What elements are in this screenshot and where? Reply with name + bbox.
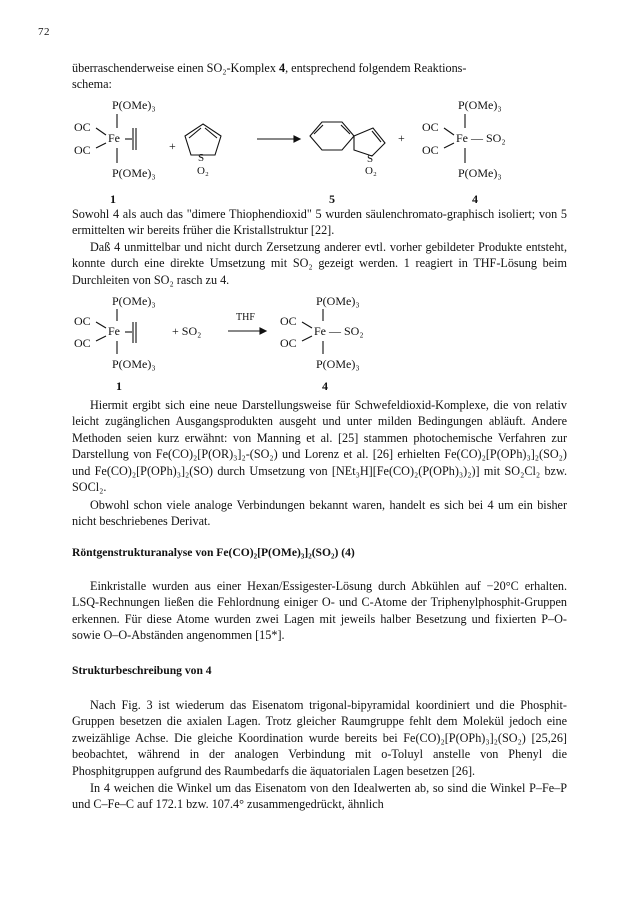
sulfur-label: S: [198, 152, 205, 164]
reaction-scheme-2: [72, 294, 567, 394]
fe-so2-group: Fe — SO₂: [314, 324, 364, 338]
reaction-scheme-1: [72, 98, 567, 208]
page-number: 72: [38, 26, 50, 38]
ligand-bottom-left: P(OMe)₃: [112, 357, 156, 371]
paragraph-1: Sowohl 4 als auch das "dimere Thiophendioxid" 5 wurden säulenchromato-graphisch isoliert; von 5 ermittelten wir bereits früher die Kristallstruktur [22].: [72, 207, 567, 238]
fe-so2-group: Fe — SO₂: [456, 131, 506, 145]
plus-sign: +: [169, 139, 176, 153]
co-ligand: OC: [280, 314, 297, 328]
paragraph-2: Daß 4 unmittelbar und nicht durch Zersetzung anderer evtl. vorher gebildeter Produkte entsteht, konnte durch eine direkte Umsetzung mit SO₂ gezeigt werden. 1 reagiert in THF-Lösung beim Durchleiten von SO₂ rasch zu 4.: [72, 240, 567, 287]
plus-sign: +: [398, 131, 405, 145]
ligand-top-right: P(OMe)₃: [458, 98, 502, 112]
ligand-top-left: P(OMe)₃: [112, 294, 156, 308]
compound-ref: 4: [278, 61, 286, 75]
compound-number-4: 4: [322, 379, 328, 393]
ligand-bottom-right: P(OMe)₃: [458, 166, 502, 180]
paragraph-3: Hiermit ergibt sich eine neue Darstellungsweise für Schwefeldioxid-Komplexe, die von relativ leicht zugänglichen Ausgangsprodukten ausgeht und unter milden Bedingungen abläuft. Andere Methoden seien kurz erwähnt: von Manning et al. [25] stammen photochemische Verfahren zur Darstellung von Fe(CO)₂[P(OR)₃]₂-(SO₂) und Lorenz et al. [26] erhielten Fe(CO)₂[P(OPh)₃]₂(SO₂) und Fe(CO)₂[P(OPh)₃]₂(SO) durch Umsetzung von [NEt₃H][Fe(CO)₂(P(OPh)₃)₂)] mit SO₂Cl₂ bzw. SOCl₂.: [72, 398, 567, 495]
paragraph-7: In 4 weichen die Winkel um das Eisenatom von den Idealwerten ab, so sind die Winkel P–Fe–P und C–Fe–C auf 172.1 bzw. 107.4° zusammengedrückt, ähnlich: [72, 781, 567, 812]
dioxide-label: O₂: [197, 165, 209, 177]
compound-number-5: 5: [329, 192, 335, 206]
co-ligand: OC: [74, 120, 91, 134]
intro-text-cont: , entsprechend folgendem Reaktions-: [285, 61, 467, 75]
scheme-2-bonds: [72, 294, 567, 394]
ligand-bottom-right: P(OMe)₃: [316, 357, 360, 371]
ligand-top-left: P(OMe)₃: [112, 98, 156, 112]
intro-paragraph: [72, 60, 567, 93]
intro-text: überraschenderweise einen SO₂-Komplex: [72, 61, 279, 75]
iron-atom: Fe: [108, 324, 120, 338]
so2-reagent: + SO₂: [172, 324, 202, 338]
intro-text-end: schema:: [72, 77, 112, 92]
section-heading-xray: Röntgenstrukturanalyse von Fe(CO)₂[P(OMe)₃]₂(SO₂) (4): [72, 546, 355, 559]
co-ligand: OC: [422, 143, 439, 157]
solvent-label: THF: [236, 312, 255, 323]
scheme-1-bonds-right: [72, 98, 567, 208]
co-ligand: OC: [280, 336, 297, 350]
ligand-top-right: P(OMe)₃: [316, 294, 360, 308]
sulfur-label-dimer: S: [367, 153, 374, 165]
dioxide-label-dimer: O₂: [365, 165, 377, 177]
co-ligand: OC: [74, 314, 91, 328]
paragraph-5: Einkristalle wurden aus einer Hexan/Essigester-Lösung durch Abkühlen auf −20°C erhalten. LSQ-Rechnungen ließen die Fehlordnung einiger O- und C-Atome der Triphenylphosphit-Gruppen erkennen. Für diese Atome wurden zwei Lagen mit jeweils halber Besetzung und fixierten P–O- sowie O–O-Abständen angenommen [15*].: [72, 579, 567, 643]
compound-number-1: 1: [110, 192, 116, 206]
ligand-bottom-left: P(OMe)₃: [112, 166, 156, 180]
paragraph-6: Nach Fig. 3 ist wiederum das Eisenatom trigonal-bipyramidal koordiniert und die Phosphit-Gruppen besetzen die axialen Lagen. Trotz gleicher Raumgruppe fehlt dem Molekül jedoch eine zweizählige Achse. Die gleiche Koordination wurde bereits bei Fe(CO)₂[P(OPh)₃]₂(SO₂) [25,26] beobachtet, während in der analogen Verbindung mit o-Toluyl anstelle von Phenyl die Phosphitgruppen aufgrund des Raumbedarfs die äquatorialen Lagen besetzen [26].: [72, 698, 567, 778]
co-ligand: OC: [74, 336, 91, 350]
paragraph-4: Obwohl schon viele analoge Verbindungen bekannt waren, handelt es sich bei 4 um ein bisher nicht beschriebenes Derivat.: [72, 498, 567, 529]
compound-number-4: 4: [472, 192, 478, 206]
section-heading-structure: Strukturbeschreibung von 4: [72, 664, 212, 677]
co-ligand: OC: [74, 143, 91, 157]
co-ligand: OC: [422, 120, 439, 134]
iron-atom: Fe: [108, 131, 120, 145]
compound-number-1: 1: [116, 379, 122, 393]
